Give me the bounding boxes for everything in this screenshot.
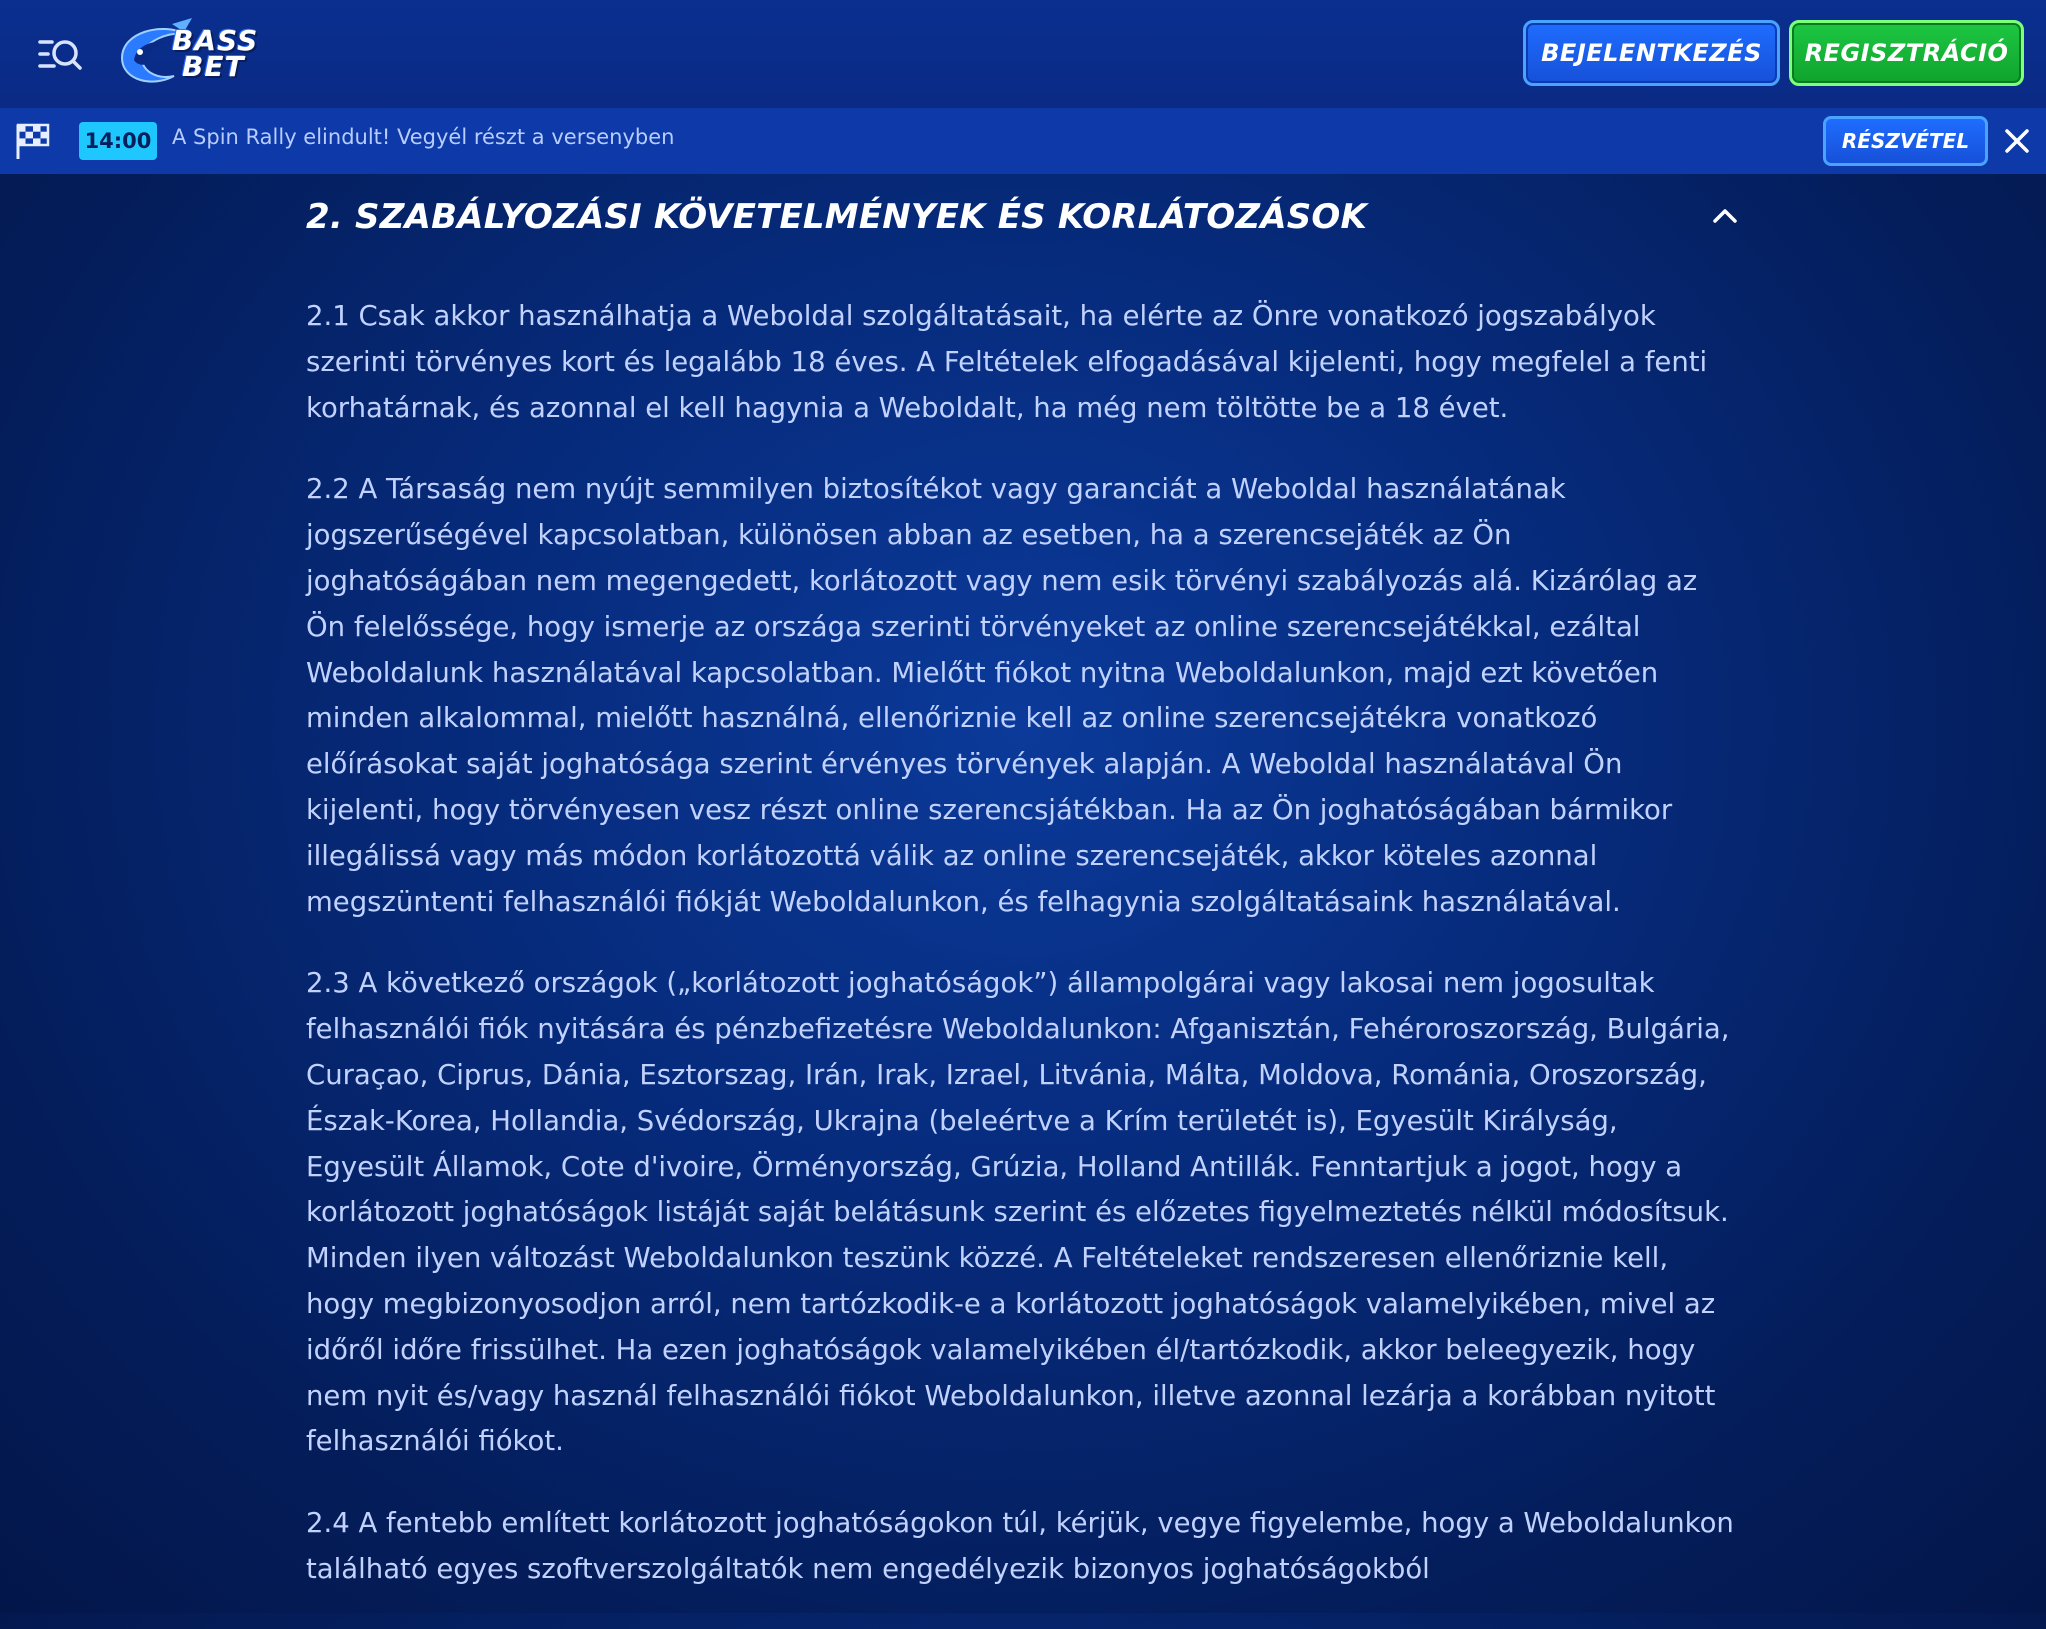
close-icon[interactable] xyxy=(2002,126,2032,156)
bassbet-logo[interactable] xyxy=(112,14,302,94)
notice-message: A Spin Rally elindult! Vegyél részt a versenyben xyxy=(172,125,675,149)
paragraph-2-2: 2.2 A Társaság nem nyújt semmilyen biztosítékot vagy garanciát a Weboldal használatának jogszerűségével kapcsolatban, különösen abban az esetben, ha a szerencsejáték az Ön joghatóságában nem megengedett, korlátozott vagy nem esik törvényi szabályozás alá. Kizárólag az Ön felelőssége, hogy ismerje az országa szerinti törvényeket az online szerencsejátékkal, ezáltal Weboldalunk használatával kapcsolatban. Mielőtt fiókot nyitna Weboldalunkon, majd ezt követően minden alkalommal, mielőtt használná, ellenőriznie kell az online szerencsejátékra vonatkozó előírásokat saját joghatósága szerint érvényes törvények alapján. A Weboldal használatával Ön kijelenti, hogy törvényesen vesz részt online szerencsjátékban. Ha az Ön joghatóságában bármikor illegálissá vagy más módon korlátozottá válik az online szerencsejáték, akkor köteles azonnal megszüntenti felhasználói fiókját Weboldalunkon, és felhagynia szolgáltatásaink használatával. xyxy=(306,473,1698,918)
menu-search-icon[interactable] xyxy=(36,30,86,80)
logo-word-bet: BET xyxy=(182,50,245,83)
section-title[interactable]: 2. SZABÁLYOZÁSI KÖVETELMÉNYEK ÉS KORLÁTOZÁSOK xyxy=(306,197,1368,237)
paragraph-2-4: 2.4 A fentebb említett korlátozott joghatóságokon túl, kérjük, vegye figyelembe, hogy a Weboldalunkon található egyes szoftverszolgáltatók nem engedélyezik bizonyos joghatóságokból xyxy=(306,1507,1734,1585)
logo-word-bass: BASS xyxy=(172,24,259,57)
flag-icon xyxy=(14,121,52,161)
join-button[interactable]: RÉSZVÉTEL xyxy=(1823,116,1988,166)
register-button[interactable]: REGISZTRÁCIÓ xyxy=(1789,20,2024,86)
logo-text xyxy=(172,24,259,83)
paragraph-2-3: 2.3 A következő országok („korlátozott joghatóságok”) állampolgárai vagy lakosai nem jogosultak felhasználói fiók nyitására és pénzbefizetésre Weboldalunkon: Afganisztán, Fehéroroszország, Bulgária, Curaçao, Ciprus, Dánia, Esztorszag, Irán, Irak, Izrael, Litvánia, Málta, Moldova, Románia, Oroszország, Észak-Korea, Hollandia, Svédország, Ukrajna (beleértve a Krím területét is), Egyesült Királyság, Egyesült Államok, Cote d'ivoire, Örményország, Grúzia, Holland Antillák. Fenntartjuk a jogot, hogy a korlátozott joghatóságok listáját saját belátásunk szerint és előzetes figyelmeztetés nélkül módosítsuk. Minden ilyen változást Weboldalunkon teszünk közzé. A Feltételeket rendszeresen ellenőriznie kell, hogy megbizonyosodjon arról, nem tartózkodik-e a korlátozott joghatóságok valamelyikében, mivel az időről időre frissülhet. Ha ezen joghatóságok valamelyikében él/tartózkodik, akkor beleegyezik, hogy nem nyit és/vagy használ felhasználói fiókot Weboldalunkon, illetve azonnal lezárja a korábban nyitott felhasználói fiókot. xyxy=(306,967,1730,1458)
login-button[interactable]: BEJELENTKEZÉS xyxy=(1523,20,1780,86)
promo-notice-bar xyxy=(0,108,2046,174)
event-time-badge: 14:00 xyxy=(79,122,157,160)
paragraph-2-1: 2.1 Csak akkor használhatja a Weboldal szolgáltatásait, ha elérte az Önre vonatkozó jogszabályok szerinti törvényes kort és legalább 18 éves. A Feltételek elfogadásával kijelenti, hogy megfelel a fenti korhatárnak, és azonnal el kell hagynia a Weboldalt, ha még nem töltötte be a 18 évet. xyxy=(306,300,1708,424)
chevron-up-icon[interactable] xyxy=(1710,204,1740,228)
top-header xyxy=(0,0,2046,108)
terms-content xyxy=(306,294,1736,1629)
